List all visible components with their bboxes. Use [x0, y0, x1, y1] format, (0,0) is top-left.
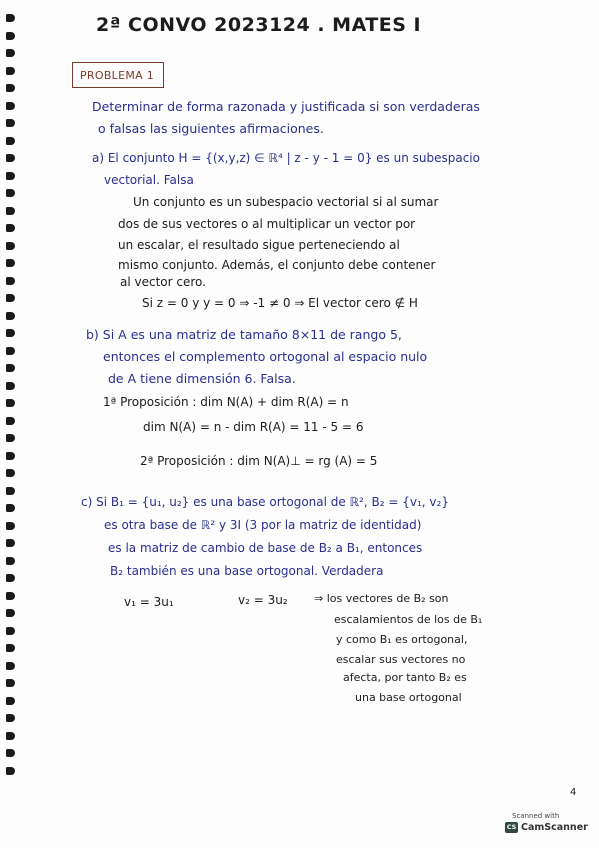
part-b-statement-1: b) Si A es una matriz de tamaño 8×11 de rango 5, — [86, 327, 402, 342]
part-c-reasoning-6: una base ortogonal — [355, 691, 462, 704]
spiral-ring — [6, 294, 15, 302]
part-c-statement-3: es la matriz de cambio de base de B₂ a B₁, entonces — [108, 541, 423, 555]
spiral-ring — [6, 399, 15, 407]
spiral-ring — [6, 749, 15, 757]
spiral-ring — [6, 172, 15, 180]
spiral-ring — [6, 644, 15, 652]
spiral-ring — [6, 119, 15, 127]
spiral-ring — [6, 67, 15, 75]
intro-line-1: Determinar de forma razonada y justificada si son verdaderas — [92, 99, 480, 114]
spiral-ring — [6, 487, 15, 495]
spiral-ring — [6, 364, 15, 372]
intro-line-2: o falsas las siguientes afirmaciones. — [98, 121, 324, 136]
part-b-proposition-1: 1ª Proposición : dim N(A) + dim R(A) = n — [103, 395, 349, 409]
part-a-explanation-2: dos de sus vectores o al multiplicar un vector por — [118, 217, 416, 231]
spiral-ring — [6, 84, 15, 92]
spiral-ring — [6, 679, 15, 687]
part-a-statement-2: vectorial. Falsa — [104, 173, 194, 187]
page-title: 2ª CONVO 2023124 . MATES I — [96, 14, 422, 36]
part-c-reasoning-5: afecta, por tanto B₂ es — [343, 671, 467, 684]
part-a-explanation-5: al vector cero. — [120, 275, 206, 289]
spiral-ring — [6, 469, 15, 477]
spiral-ring — [6, 312, 15, 320]
spiral-ring — [6, 259, 15, 267]
part-a-explanation-4: mismo conjunto. Además, el conjunto debe contener — [118, 258, 436, 272]
spiral-ring — [6, 539, 15, 547]
spiral-ring — [6, 102, 15, 110]
spiral-ring — [6, 557, 15, 565]
page-number-mark: 4 — [570, 787, 577, 798]
spiral-ring — [6, 382, 15, 390]
spiral-ring — [6, 662, 15, 670]
spiral-ring — [6, 207, 15, 215]
part-c-reasoning-4: escalar sus vectores no — [336, 653, 466, 666]
spiral-ring — [6, 452, 15, 460]
spiral-ring — [6, 697, 15, 705]
spiral-ring — [6, 574, 15, 582]
spiral-ring — [6, 137, 15, 145]
spiral-ring — [6, 767, 15, 775]
problem-label: PROBLEMA 1 — [80, 69, 155, 82]
spiral-ring — [6, 609, 15, 617]
part-b-proposition-2: 2ª Proposición : dim N(A)⊥ = rg (A) = 5 — [140, 454, 378, 468]
part-b-proposition-1-calc: dim N(A) = n - dim R(A) = 11 - 5 = 6 — [143, 420, 364, 434]
part-c-equation-2: v₂ = 3u₂ — [238, 593, 288, 607]
spiral-ring — [6, 347, 15, 355]
spiral-ring — [6, 224, 15, 232]
spiral-binding — [6, 14, 20, 784]
spiral-ring — [6, 504, 15, 512]
spiral-ring — [6, 189, 15, 197]
spiral-ring — [6, 154, 15, 162]
part-a-explanation-3: un escalar, el resultado sigue perteneciendo al — [118, 238, 400, 252]
part-a-check: Si z = 0 y y = 0 ⇒ -1 ≠ 0 ⇒ El vector cero ∉ H — [142, 296, 418, 310]
spiral-ring — [6, 627, 15, 635]
part-c-equation-1: v₁ = 3u₁ — [124, 595, 174, 609]
part-a-statement-1: a) El conjunto H = {(x,y,z) ∈ ℝ⁴ | z - y - 1 = 0} es un subespacio — [92, 151, 480, 165]
spiral-ring — [6, 277, 15, 285]
camscanner-logo-icon: CS — [506, 823, 517, 831]
part-c-statement-4: B₂ también es una base ortogonal. Verdadera — [110, 564, 384, 578]
part-a-explanation-1: Un conjunto es un subespacio vectorial si al sumar — [133, 195, 439, 209]
part-b-statement-3: de A tiene dimensión 6. Falsa. — [108, 371, 296, 386]
part-c-reasoning-1: ⇒ los vectores de B₂ son — [314, 592, 449, 605]
spiral-ring — [6, 14, 15, 22]
spiral-ring — [6, 242, 15, 250]
spiral-ring — [6, 417, 15, 425]
part-b-statement-2: entonces el complemento ortogonal al espacio nulo — [103, 349, 428, 364]
part-c-statement-1: c) Si B₁ = {u₁, u₂} es una base ortogonal de ℝ², B₂ = {v₁, v₂} — [81, 495, 449, 509]
spiral-ring — [6, 592, 15, 600]
spiral-ring — [6, 32, 15, 40]
spiral-ring — [6, 434, 15, 442]
spiral-ring — [6, 49, 15, 57]
scanner-brand: CamScanner — [521, 822, 588, 833]
spiral-ring — [6, 732, 15, 740]
spiral-ring — [6, 522, 15, 530]
part-c-reasoning-3: y como B₁ es ortogonal, — [336, 633, 468, 646]
spiral-ring — [6, 329, 15, 337]
scanner-caption: Scanned with — [512, 812, 560, 820]
part-c-reasoning-2: escalamientos de los de B₁ — [334, 613, 483, 626]
part-c-statement-2: es otra base de ℝ² y 3I (3 por la matriz de identidad) — [104, 518, 422, 532]
spiral-ring — [6, 714, 15, 722]
